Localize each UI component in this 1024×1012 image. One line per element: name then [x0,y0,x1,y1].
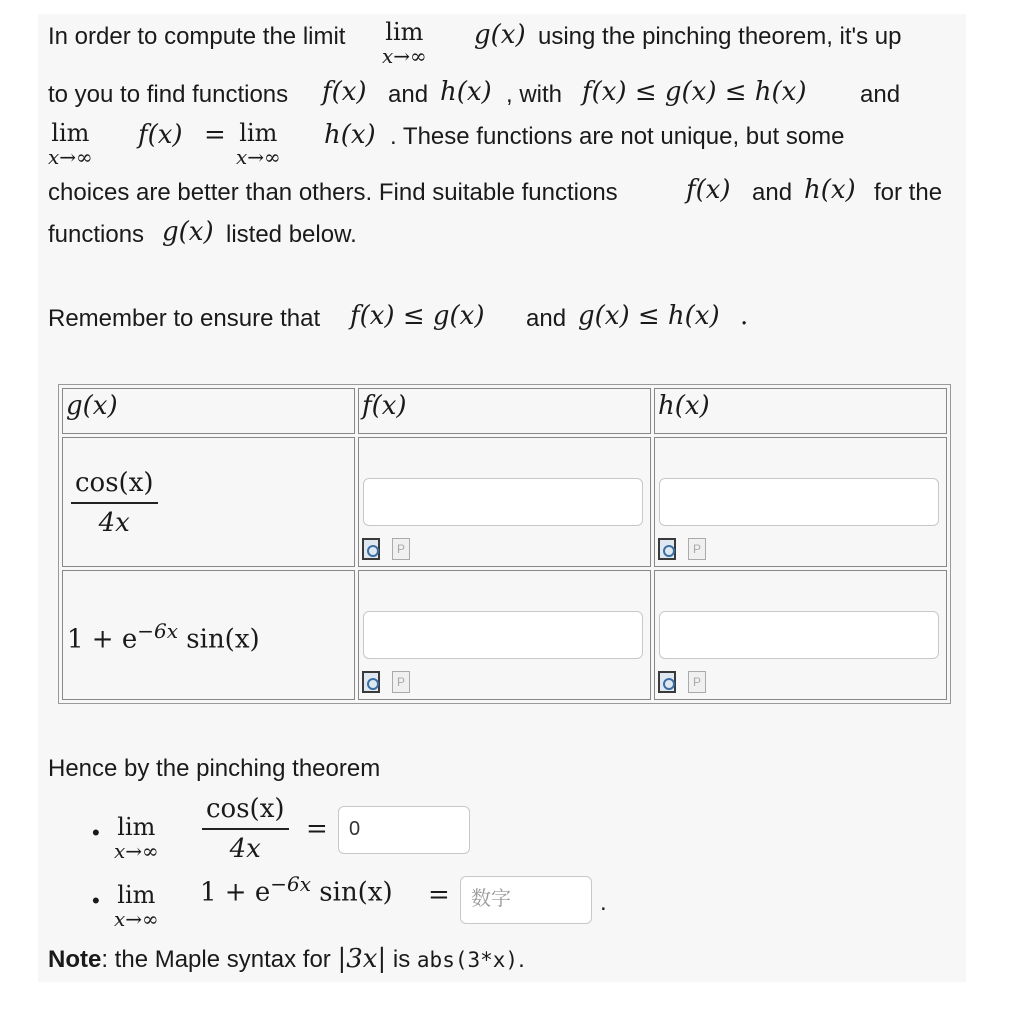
preview-icon[interactable] [658,538,676,560]
period: . [600,889,607,916]
bullet-1: • [92,820,100,845]
h-input-row-1[interactable] [659,478,939,526]
g-cell-2 [62,570,355,700]
f-of-x-lim: f(x) [138,120,183,150]
equals-2: = [428,880,450,910]
intro-text-5: functions [48,221,145,248]
intro-with: , with [506,81,563,108]
h-cell-1 [654,437,947,567]
intro-text-1b: using the pinching theorem, it's up [538,23,902,50]
table-header-row [62,388,947,434]
f-input-row-2[interactable] [363,611,643,659]
f-of-x: f(x) [322,77,367,107]
problem-page [38,14,966,982]
limit-h: lim x→∞ [236,119,281,169]
h-of-x-lim: h(x) [324,120,376,150]
intro-and-2: and [860,81,901,108]
conclusion-text: Hence by the pinching theorem [48,755,381,782]
limit-bullet-2: lim x→∞ [114,881,159,931]
note-text: : the Maple syntax for [101,946,331,973]
note-line: Note: the Maple syntax for |3x| is abs(3*x). [48,944,525,974]
g-expression-2: $1 + e^{-6x}$ sin(x) [67,619,260,655]
preview-icon[interactable] [658,671,676,693]
note-label: Note [48,946,102,973]
table-row [62,570,947,700]
header-h: h(x) [654,388,947,434]
intro-and-3: and [752,179,793,206]
h-cell-2 [654,570,947,700]
f-cell-1 [358,437,651,567]
preview-icon[interactable] [362,671,380,693]
g-of-x-2: g(x) [162,217,214,247]
preview-icon[interactable] [362,538,380,560]
header-f: f(x) [358,388,651,434]
h-of-x: h(x) [440,77,492,107]
intro-text-3: . These functions are not unique, but some [390,123,845,150]
note-is: is [392,946,411,973]
equals-1: = [306,814,328,844]
table-row [62,437,947,567]
abs-3x-math: |3x| [337,944,387,974]
header-g: g(x) [62,388,355,434]
intro-text-4b: for the [874,179,943,206]
intro-text-4: choices are better than others. Find suitable functions [48,179,618,206]
limit-1-answer-input[interactable]: 0 [338,806,470,854]
reminder-and: and [526,305,567,332]
help-icon[interactable]: P [392,538,410,560]
fraction-bullet-1: $\frac{\cos(x)}{4x}$ [202,794,289,864]
f-cell-2 [358,570,651,700]
reminder-period: . [740,301,749,331]
g-le-h: g(x) ≤ h(x) [578,301,720,331]
limit-2-answer-input[interactable]: 数字 [460,876,592,924]
inequality: f(x) ≤ g(x) ≤ h(x) [582,77,807,107]
fraction-cos-over-4x: $\frac{\cos(x)}{4x}$ [71,468,158,538]
h-input-row-2[interactable] [659,611,939,659]
limit-bullet-1: lim x→∞ [114,813,159,863]
bullet-2: • [92,888,100,913]
f-input-row-1[interactable] [363,478,643,526]
g-cell-1 [62,437,355,567]
g-of-x: g(x) [474,20,526,50]
f-le-g: f(x) ≤ g(x) [350,301,485,331]
expression-bullet-2: $1 + e^{-6x}$ sin(x) [200,872,393,908]
intro-text-2: to you to find functions [48,81,289,108]
limit-expression: lim x→∞ [382,18,427,68]
intro-and: and [388,81,429,108]
equals-sign: = [204,120,226,150]
f-of-x-2: f(x) [686,175,731,205]
intro-text-1: In order to compute the limit [48,23,346,50]
limit-f: lim x→∞ [48,119,93,169]
functions-table [58,384,951,704]
h-of-x-2: h(x) [804,175,856,205]
reminder-text: Remember to ensure that [48,305,321,332]
maple-code: abs(3*x) [416,948,519,972]
intro-text-5b: listed below. [226,221,357,248]
help-icon[interactable]: P [392,671,410,693]
help-icon[interactable]: P [688,538,706,560]
help-icon[interactable]: P [688,671,706,693]
